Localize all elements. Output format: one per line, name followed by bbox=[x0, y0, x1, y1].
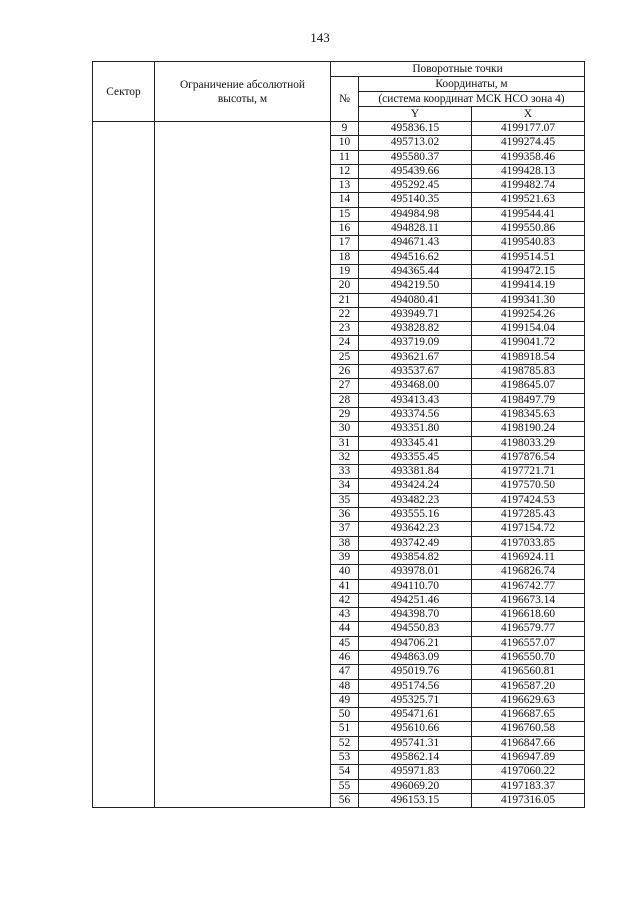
y-coordinate-cell: 493978.01 bbox=[359, 565, 472, 579]
point-number-cell: 31 bbox=[331, 436, 359, 450]
x-coordinate-cell: 4199550.86 bbox=[472, 222, 585, 236]
point-number-cell: 43 bbox=[331, 608, 359, 622]
point-number-cell: 37 bbox=[331, 522, 359, 536]
sector-cell bbox=[93, 122, 155, 808]
point-number-cell: 35 bbox=[331, 493, 359, 507]
x-coordinate-cell: 4197285.43 bbox=[472, 508, 585, 522]
table-header bbox=[93, 62, 585, 122]
y-coordinate-cell: 494080.41 bbox=[359, 293, 472, 307]
y-coordinate-cell: 493854.82 bbox=[359, 550, 472, 564]
x-coordinate-cell: 4196587.20 bbox=[472, 679, 585, 693]
point-number-cell: 49 bbox=[331, 693, 359, 707]
x-coordinate-cell: 4198190.24 bbox=[472, 422, 585, 436]
y-coordinate-cell: 495325.71 bbox=[359, 693, 472, 707]
point-number-cell: 34 bbox=[331, 479, 359, 493]
point-number-cell: 9 bbox=[331, 122, 359, 136]
point-number-cell: 54 bbox=[331, 765, 359, 779]
point-number-cell: 41 bbox=[331, 579, 359, 593]
x-coordinate-cell: 4199514.51 bbox=[472, 250, 585, 264]
x-coordinate-cell: 4197570.50 bbox=[472, 479, 585, 493]
point-number-cell: 42 bbox=[331, 593, 359, 607]
x-coordinate-cell: 4197033.85 bbox=[472, 536, 585, 550]
coords-header-line2: (система координат МСК НСО зона 4) bbox=[359, 92, 585, 107]
point-number-cell: 44 bbox=[331, 622, 359, 636]
point-number-cell: 52 bbox=[331, 736, 359, 750]
y-coordinate-cell: 496069.20 bbox=[359, 779, 472, 793]
coordinates-table bbox=[92, 61, 585, 808]
x-coordinate-cell: 4197876.54 bbox=[472, 450, 585, 464]
point-number-cell: 28 bbox=[331, 393, 359, 407]
point-number-cell: 51 bbox=[331, 722, 359, 736]
y-coordinate-cell: 495862.14 bbox=[359, 751, 472, 765]
y-coordinate-cell: 495019.76 bbox=[359, 665, 472, 679]
x-coordinate-cell: 4199521.63 bbox=[472, 193, 585, 207]
y-coordinate-cell: 493345.41 bbox=[359, 436, 472, 450]
y-coordinate-cell: 495471.61 bbox=[359, 708, 472, 722]
x-coordinate-cell: 4196742.77 bbox=[472, 579, 585, 593]
y-coordinate-cell: 495580.37 bbox=[359, 150, 472, 164]
point-number-cell: 45 bbox=[331, 636, 359, 650]
x-coordinate-cell: 4196924.11 bbox=[472, 550, 585, 564]
y-coordinate-cell: 495174.56 bbox=[359, 679, 472, 693]
x-coordinate-cell: 4199341.30 bbox=[472, 293, 585, 307]
y-coordinate-cell: 494671.43 bbox=[359, 236, 472, 250]
y-coordinate-cell: 495610.66 bbox=[359, 722, 472, 736]
y-coordinate-cell: 495292.45 bbox=[359, 179, 472, 193]
point-number-cell: 13 bbox=[331, 179, 359, 193]
point-number-cell: 25 bbox=[331, 350, 359, 364]
x-coordinate-cell: 4198497.79 bbox=[472, 393, 585, 407]
point-number-cell: 30 bbox=[331, 422, 359, 436]
x-coordinate-cell: 4199540.83 bbox=[472, 236, 585, 250]
y-coordinate-cell: 494706.21 bbox=[359, 636, 472, 650]
y-coordinate-cell: 495971.83 bbox=[359, 765, 472, 779]
x-coordinate-cell: 4197721.71 bbox=[472, 465, 585, 479]
coords-header-line1: Координаты, м bbox=[359, 77, 585, 92]
point-number-cell: 55 bbox=[331, 779, 359, 793]
x-coordinate-cell: 4196557.07 bbox=[472, 636, 585, 650]
y-coordinate-cell: 493468.00 bbox=[359, 379, 472, 393]
point-number-cell: 24 bbox=[331, 336, 359, 350]
x-coordinate-cell: 4196579.77 bbox=[472, 622, 585, 636]
point-number-cell: 53 bbox=[331, 751, 359, 765]
point-number-cell: 17 bbox=[331, 236, 359, 250]
y-coordinate-cell: 493642.23 bbox=[359, 522, 472, 536]
y-coordinate-cell: 493424.24 bbox=[359, 479, 472, 493]
y-coordinate-cell: 493355.45 bbox=[359, 450, 472, 464]
x-coordinate-cell: 4196673.14 bbox=[472, 593, 585, 607]
x-coordinate-cell: 4196760.58 bbox=[472, 722, 585, 736]
x-coordinate-cell: 4198645.07 bbox=[472, 379, 585, 393]
x-coordinate-cell: 4199544.41 bbox=[472, 207, 585, 221]
y-coordinate-cell: 495439.66 bbox=[359, 164, 472, 178]
x-coordinate-cell: 4199428.13 bbox=[472, 164, 585, 178]
point-number-cell: 46 bbox=[331, 650, 359, 664]
x-coordinate-cell: 4196560.81 bbox=[472, 665, 585, 679]
point-number-cell: 26 bbox=[331, 365, 359, 379]
number-header: № bbox=[331, 77, 359, 122]
y-column-header: Y bbox=[359, 107, 472, 122]
y-coordinate-cell: 493742.49 bbox=[359, 536, 472, 550]
x-coordinate-cell: 4199472.15 bbox=[472, 264, 585, 278]
y-coordinate-cell: 493719.09 bbox=[359, 336, 472, 350]
table-body bbox=[93, 122, 585, 808]
y-coordinate-cell: 493537.67 bbox=[359, 365, 472, 379]
point-number-cell: 21 bbox=[331, 293, 359, 307]
y-coordinate-cell: 493351.80 bbox=[359, 422, 472, 436]
y-coordinate-cell: 493621.67 bbox=[359, 350, 472, 364]
y-coordinate-cell: 493949.71 bbox=[359, 307, 472, 321]
point-number-cell: 23 bbox=[331, 322, 359, 336]
point-number-cell: 47 bbox=[331, 665, 359, 679]
x-coordinate-cell: 4197183.37 bbox=[472, 779, 585, 793]
x-coordinate-cell: 4198918.54 bbox=[472, 350, 585, 364]
x-coordinate-cell: 4199482.74 bbox=[472, 179, 585, 193]
y-coordinate-cell: 496153.15 bbox=[359, 793, 472, 807]
x-coordinate-cell: 4198033.29 bbox=[472, 436, 585, 450]
x-coordinate-cell: 4199358.46 bbox=[472, 150, 585, 164]
point-number-cell: 29 bbox=[331, 407, 359, 421]
sector-header: Сектор bbox=[93, 62, 155, 122]
y-coordinate-cell: 494365.44 bbox=[359, 264, 472, 278]
x-coordinate-cell: 4197424.53 bbox=[472, 493, 585, 507]
turning-points-header: Поворотные точки bbox=[331, 62, 585, 77]
point-number-cell: 36 bbox=[331, 508, 359, 522]
y-coordinate-cell: 493381.84 bbox=[359, 465, 472, 479]
y-coordinate-cell: 495741.31 bbox=[359, 736, 472, 750]
y-coordinate-cell: 494550.83 bbox=[359, 622, 472, 636]
x-coordinate-cell: 4196687.65 bbox=[472, 708, 585, 722]
height-limit-header bbox=[155, 62, 331, 122]
point-number-cell: 11 bbox=[331, 150, 359, 164]
table-row bbox=[93, 122, 585, 136]
height-limit-cell bbox=[155, 122, 331, 808]
y-coordinate-cell: 495140.35 bbox=[359, 193, 472, 207]
x-coordinate-cell: 4198345.63 bbox=[472, 407, 585, 421]
point-number-cell: 50 bbox=[331, 708, 359, 722]
x-coordinate-cell: 4199274.45 bbox=[472, 136, 585, 150]
x-coordinate-cell: 4199154.04 bbox=[472, 322, 585, 336]
point-number-cell: 38 bbox=[331, 536, 359, 550]
y-coordinate-cell: 494251.46 bbox=[359, 593, 472, 607]
y-coordinate-cell: 494984.98 bbox=[359, 207, 472, 221]
height-limit-header-line1: Ограничение абсолютной bbox=[179, 78, 306, 91]
y-coordinate-cell: 493555.16 bbox=[359, 508, 472, 522]
point-number-cell: 15 bbox=[331, 207, 359, 221]
y-coordinate-cell: 494863.09 bbox=[359, 650, 472, 664]
x-coordinate-cell: 4198785.83 bbox=[472, 365, 585, 379]
point-number-cell: 27 bbox=[331, 379, 359, 393]
x-coordinate-cell: 4199041.72 bbox=[472, 336, 585, 350]
y-coordinate-cell: 494398.70 bbox=[359, 608, 472, 622]
point-number-cell: 14 bbox=[331, 193, 359, 207]
x-column-header: X bbox=[472, 107, 585, 122]
x-coordinate-cell: 4197060.22 bbox=[472, 765, 585, 779]
point-number-cell: 40 bbox=[331, 565, 359, 579]
y-coordinate-cell: 494219.50 bbox=[359, 279, 472, 293]
x-coordinate-cell: 4196847.66 bbox=[472, 736, 585, 750]
y-coordinate-cell: 493482.23 bbox=[359, 493, 472, 507]
x-coordinate-cell: 4196629.63 bbox=[472, 693, 585, 707]
point-number-cell: 39 bbox=[331, 550, 359, 564]
y-coordinate-cell: 495836.15 bbox=[359, 122, 472, 136]
y-coordinate-cell: 493374.56 bbox=[359, 407, 472, 421]
point-number-cell: 33 bbox=[331, 465, 359, 479]
y-coordinate-cell: 494110.70 bbox=[359, 579, 472, 593]
x-coordinate-cell: 4199177.07 bbox=[472, 122, 585, 136]
x-coordinate-cell: 4197154.72 bbox=[472, 522, 585, 536]
x-coordinate-cell: 4197316.05 bbox=[472, 793, 585, 807]
point-number-cell: 10 bbox=[331, 136, 359, 150]
point-number-cell: 48 bbox=[331, 679, 359, 693]
x-coordinate-cell: 4196947.89 bbox=[472, 751, 585, 765]
page-number: 143 bbox=[310, 30, 330, 45]
y-coordinate-cell: 495713.02 bbox=[359, 136, 472, 150]
point-number-cell: 16 bbox=[331, 222, 359, 236]
x-coordinate-cell: 4199414.19 bbox=[472, 279, 585, 293]
point-number-cell: 18 bbox=[331, 250, 359, 264]
point-number-cell: 22 bbox=[331, 307, 359, 321]
point-number-cell: 20 bbox=[331, 279, 359, 293]
y-coordinate-cell: 493413.43 bbox=[359, 393, 472, 407]
y-coordinate-cell: 493828.82 bbox=[359, 322, 472, 336]
x-coordinate-cell: 4199254.26 bbox=[472, 307, 585, 321]
point-number-cell: 56 bbox=[331, 793, 359, 807]
x-coordinate-cell: 4196550.70 bbox=[472, 650, 585, 664]
x-coordinate-cell: 4196826.74 bbox=[472, 565, 585, 579]
y-coordinate-cell: 494516.62 bbox=[359, 250, 472, 264]
point-number-cell: 19 bbox=[331, 264, 359, 278]
x-coordinate-cell: 4196618.60 bbox=[472, 608, 585, 622]
height-limit-header-line2: высоты, м bbox=[217, 92, 268, 105]
y-coordinate-cell: 494828.11 bbox=[359, 222, 472, 236]
point-number-cell: 12 bbox=[331, 164, 359, 178]
point-number-cell: 32 bbox=[331, 450, 359, 464]
